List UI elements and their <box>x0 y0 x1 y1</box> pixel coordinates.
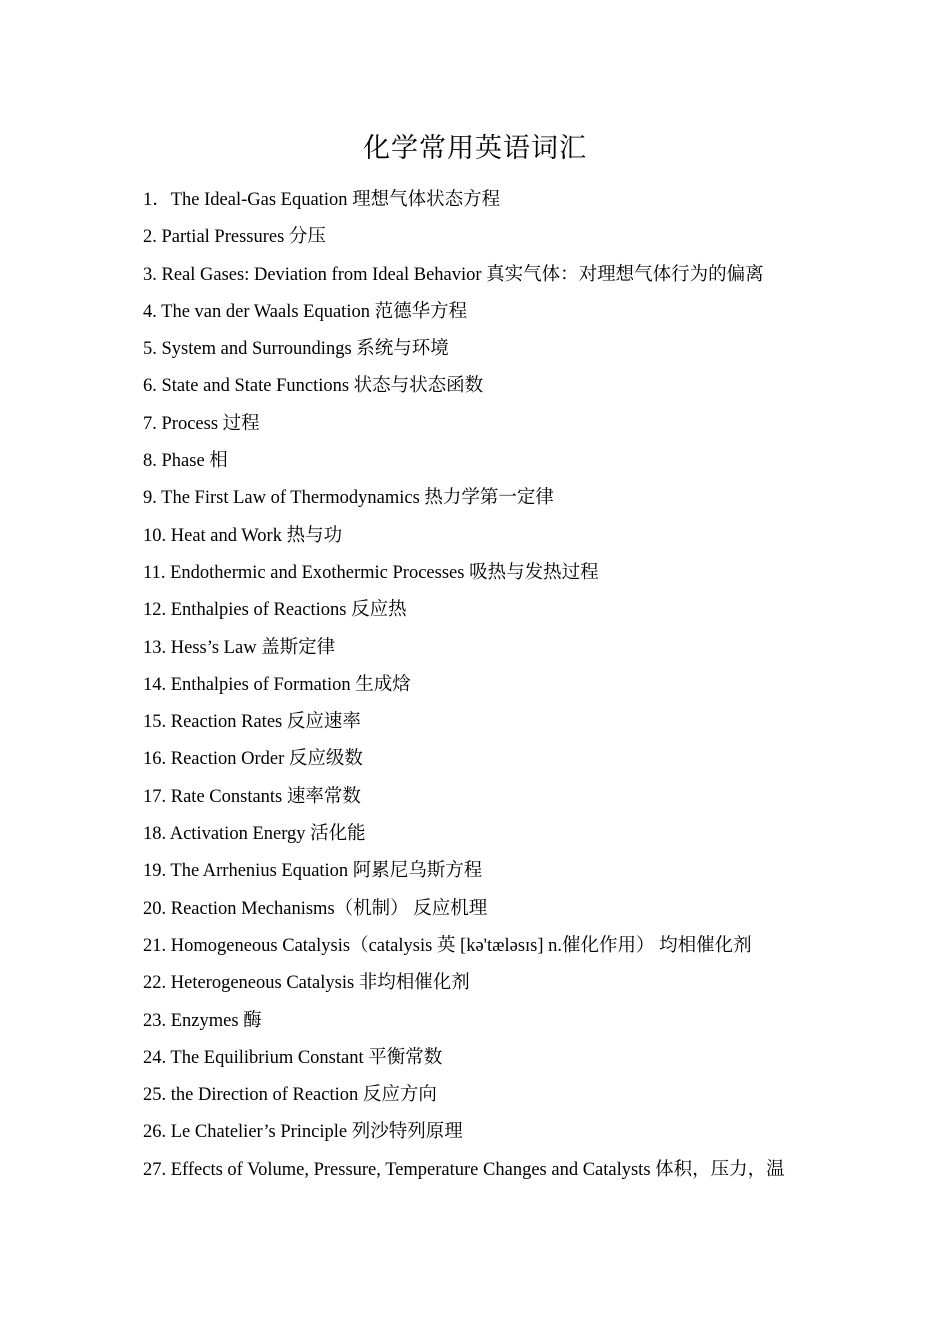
list-item: 19. The Arrhenius Equation 阿累尼乌斯方程 <box>143 861 483 882</box>
list-item: 14. Enthalpies of Formation 生成焓 <box>143 674 411 695</box>
list-item: 26. Le Chatelier’s Principle 列沙特列原理 <box>143 1122 463 1143</box>
list-item: 22. Heterogeneous Catalysis 非均相催化剂 <box>143 973 470 994</box>
list-item: 10. Heat and Work 热与功 <box>143 525 343 546</box>
list-item: 17. Rate Constants 速率常数 <box>143 786 361 807</box>
list-item: 16. Reaction Order 反应级数 <box>143 749 363 770</box>
list-item: 12. Enthalpies of Reactions 反应热 <box>143 600 407 621</box>
list-item: 25. the Direction of Reaction 反应方向 <box>143 1085 437 1106</box>
list-item: 7. Process 过程 <box>143 413 260 434</box>
list-item: 2. Partial Pressures 分压 <box>143 227 326 248</box>
list-item: 24. The Equilibrium Constant 平衡常数 <box>143 1047 443 1068</box>
list-item: 4. The van der Waals Equation 范德华方程 <box>143 301 468 322</box>
list-item: 5. System and Surroundings 系统与环境 <box>143 339 449 360</box>
list-item: 13. Hess’s Law 盖斯定律 <box>143 637 336 658</box>
list-item: 6. State and State Functions 状态与状态函数 <box>143 376 484 397</box>
document-title: 化学常用英语词汇 <box>363 133 587 164</box>
vocabulary-list <box>143 185 823 1192</box>
list-item: 23. Enzymes 酶 <box>143 1010 262 1031</box>
list-item: 11. Endothermic and Exothermic Processes 吸热与发热过程 <box>143 562 599 583</box>
list-item: 8. Phase 相 <box>143 451 228 472</box>
list-item: 21. Homogeneous Catalysis（catalysis 英 [kə'tæləsɪs] n.催化作用） 均相催化剂 <box>143 935 752 956</box>
list-item: 3. Real Gases: Deviation from Ideal Behavior 真实气体：对理想气体行为的偏离 <box>143 264 764 285</box>
list-item: 18. Activation Energy 活化能 <box>143 824 366 845</box>
list-item: 27. Effects of Volume, Pressure, Temperature Changes and Catalysts 体积，压力，温 <box>143 1159 785 1180</box>
list-item: 15. Reaction Rates 反应速率 <box>143 712 361 733</box>
list-item: 20. Reaction Mechanisms（机制） 反应机理 <box>143 898 488 919</box>
list-item: 1．The Ideal-Gas Equation 理想气体状态方程 <box>143 190 501 210</box>
list-item: 9. The First Law of Thermodynamics 热力学第一定律 <box>143 488 554 509</box>
